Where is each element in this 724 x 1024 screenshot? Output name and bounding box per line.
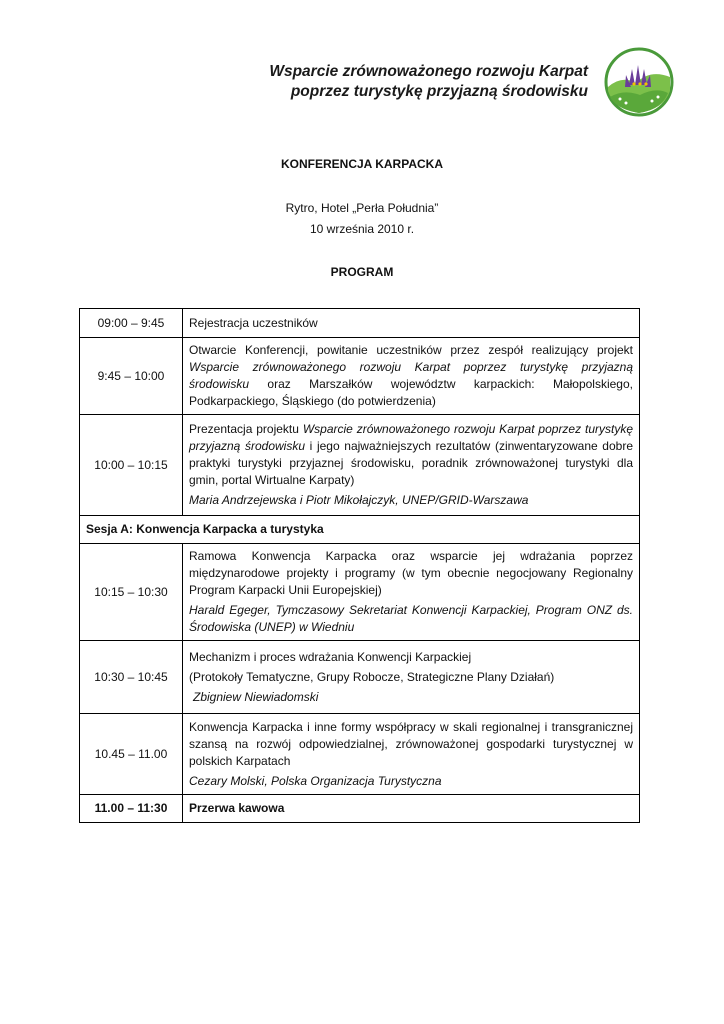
agenda-text: Przerwa kawowa bbox=[189, 801, 285, 815]
table-row bbox=[80, 516, 640, 544]
agenda-table bbox=[79, 308, 640, 823]
agenda-time: 10.45 – 11.00 bbox=[80, 714, 183, 795]
table-row bbox=[80, 795, 640, 823]
agenda-text: Ramowa Konwencja Karpacka oraz wsparcie jej wdrażania poprzez międzynarodowe projekty i programy (w tym obecnie negocjowany Regionalny Program Karpacki Unii Europejskiej) bbox=[189, 549, 633, 597]
conference-title: KONFERENCJA KARPACKA bbox=[280, 157, 443, 171]
agenda-time: 9:45 – 10:00 bbox=[80, 338, 183, 415]
agenda-speaker: Zbigniew Niewiadomski bbox=[193, 689, 319, 704]
program-heading: PROGRAM bbox=[330, 265, 394, 279]
agenda-time: 10:30 – 10:45 bbox=[80, 641, 183, 714]
agenda-time: 11.00 – 11:30 bbox=[80, 795, 183, 823]
agenda-time: 09:00 – 9:45 bbox=[80, 309, 183, 338]
agenda-text: Konwencja Karpacka i inne formy współpracy w skali regionalnej i transgranicznej szansą na rozwój odpowiedzialnej, zrównoważonej gospodarki turystycznej w polskich Karpatach bbox=[189, 719, 633, 768]
agenda-text: Mechanizm i proces wdrażania Konwencji Karpackiej bbox=[189, 649, 472, 664]
table-row bbox=[80, 544, 640, 641]
agenda-speaker: Cezary Molski, Polska Organizacja Turystyczna bbox=[189, 773, 442, 788]
project-title-line1: Wsparcie zrównoważonego rozwoju Karpat bbox=[269, 63, 588, 80]
table-row bbox=[80, 714, 640, 795]
agenda-item bbox=[183, 641, 640, 714]
agenda-speaker: Maria Andrzejewska i Piotr Mikołajczyk, UNEP/GRID-Warszawa bbox=[189, 493, 529, 507]
agenda-item bbox=[183, 415, 640, 516]
agenda-item bbox=[183, 338, 640, 415]
agenda-text: (Protokoły Tematyczne, Grupy Robocze, Strategiczne Plany Działań) bbox=[189, 669, 555, 684]
agenda-text: i jego najważniejszych rezultatów (zinwentaryzowane dobre praktyki turystyki przyjaznej środowisku, poradnik zrównoważonej turystyki dla gmin, portal Wirtualne Karpaty) bbox=[189, 439, 634, 487]
conference-date: 10 września 2010 r. bbox=[309, 222, 415, 236]
agenda-text: Prezentacja projektu bbox=[189, 422, 303, 436]
project-name: Wsparcie zrównoważonego rozwoju Karpat poprzez turystykę przyjazną środowisku bbox=[189, 360, 633, 391]
conference-venue: Rytro, Hotel „Perła Południa” bbox=[285, 201, 439, 215]
agenda-text: Rejestracja uczestników bbox=[189, 315, 318, 330]
project-title bbox=[269, 62, 588, 102]
table-row bbox=[80, 338, 640, 415]
project-name: Wsparcie zrównoważonego rozwoju Karpat poprzez turystykę przyjazną środowisku bbox=[189, 422, 633, 453]
session-heading: Sesja A: Konwencja Karpacka a turystyka bbox=[80, 516, 640, 544]
agenda-text: oraz Marszałków województw karpackich: Małopolskiego, Podkarpackiego, Śląskiego (do potwierdzenia) bbox=[189, 377, 633, 408]
agenda-item bbox=[183, 795, 640, 823]
agenda-item bbox=[183, 714, 640, 795]
agenda-speaker: Harald Egeger, Tymczasowy Sekretariat Konwencji Karpackiej, Program ONZ ds. Środowiska (UNEP) w Wiedniu bbox=[189, 603, 633, 634]
table-row bbox=[80, 641, 640, 714]
agenda-time: 10:15 – 10:30 bbox=[80, 544, 183, 641]
project-title-line2: poprzez turystykę przyjazną środowisku bbox=[290, 83, 588, 100]
carpathian-crocus-logo-icon bbox=[604, 47, 674, 117]
table-row bbox=[80, 309, 640, 338]
agenda-time: 10:00 – 10:15 bbox=[80, 415, 183, 516]
agenda-text: Otwarcie Konferencji, powitanie uczestników przez zespół realizujący projekt bbox=[189, 343, 633, 357]
agenda-item bbox=[183, 309, 640, 338]
table-row bbox=[80, 415, 640, 516]
agenda-item bbox=[183, 544, 640, 641]
